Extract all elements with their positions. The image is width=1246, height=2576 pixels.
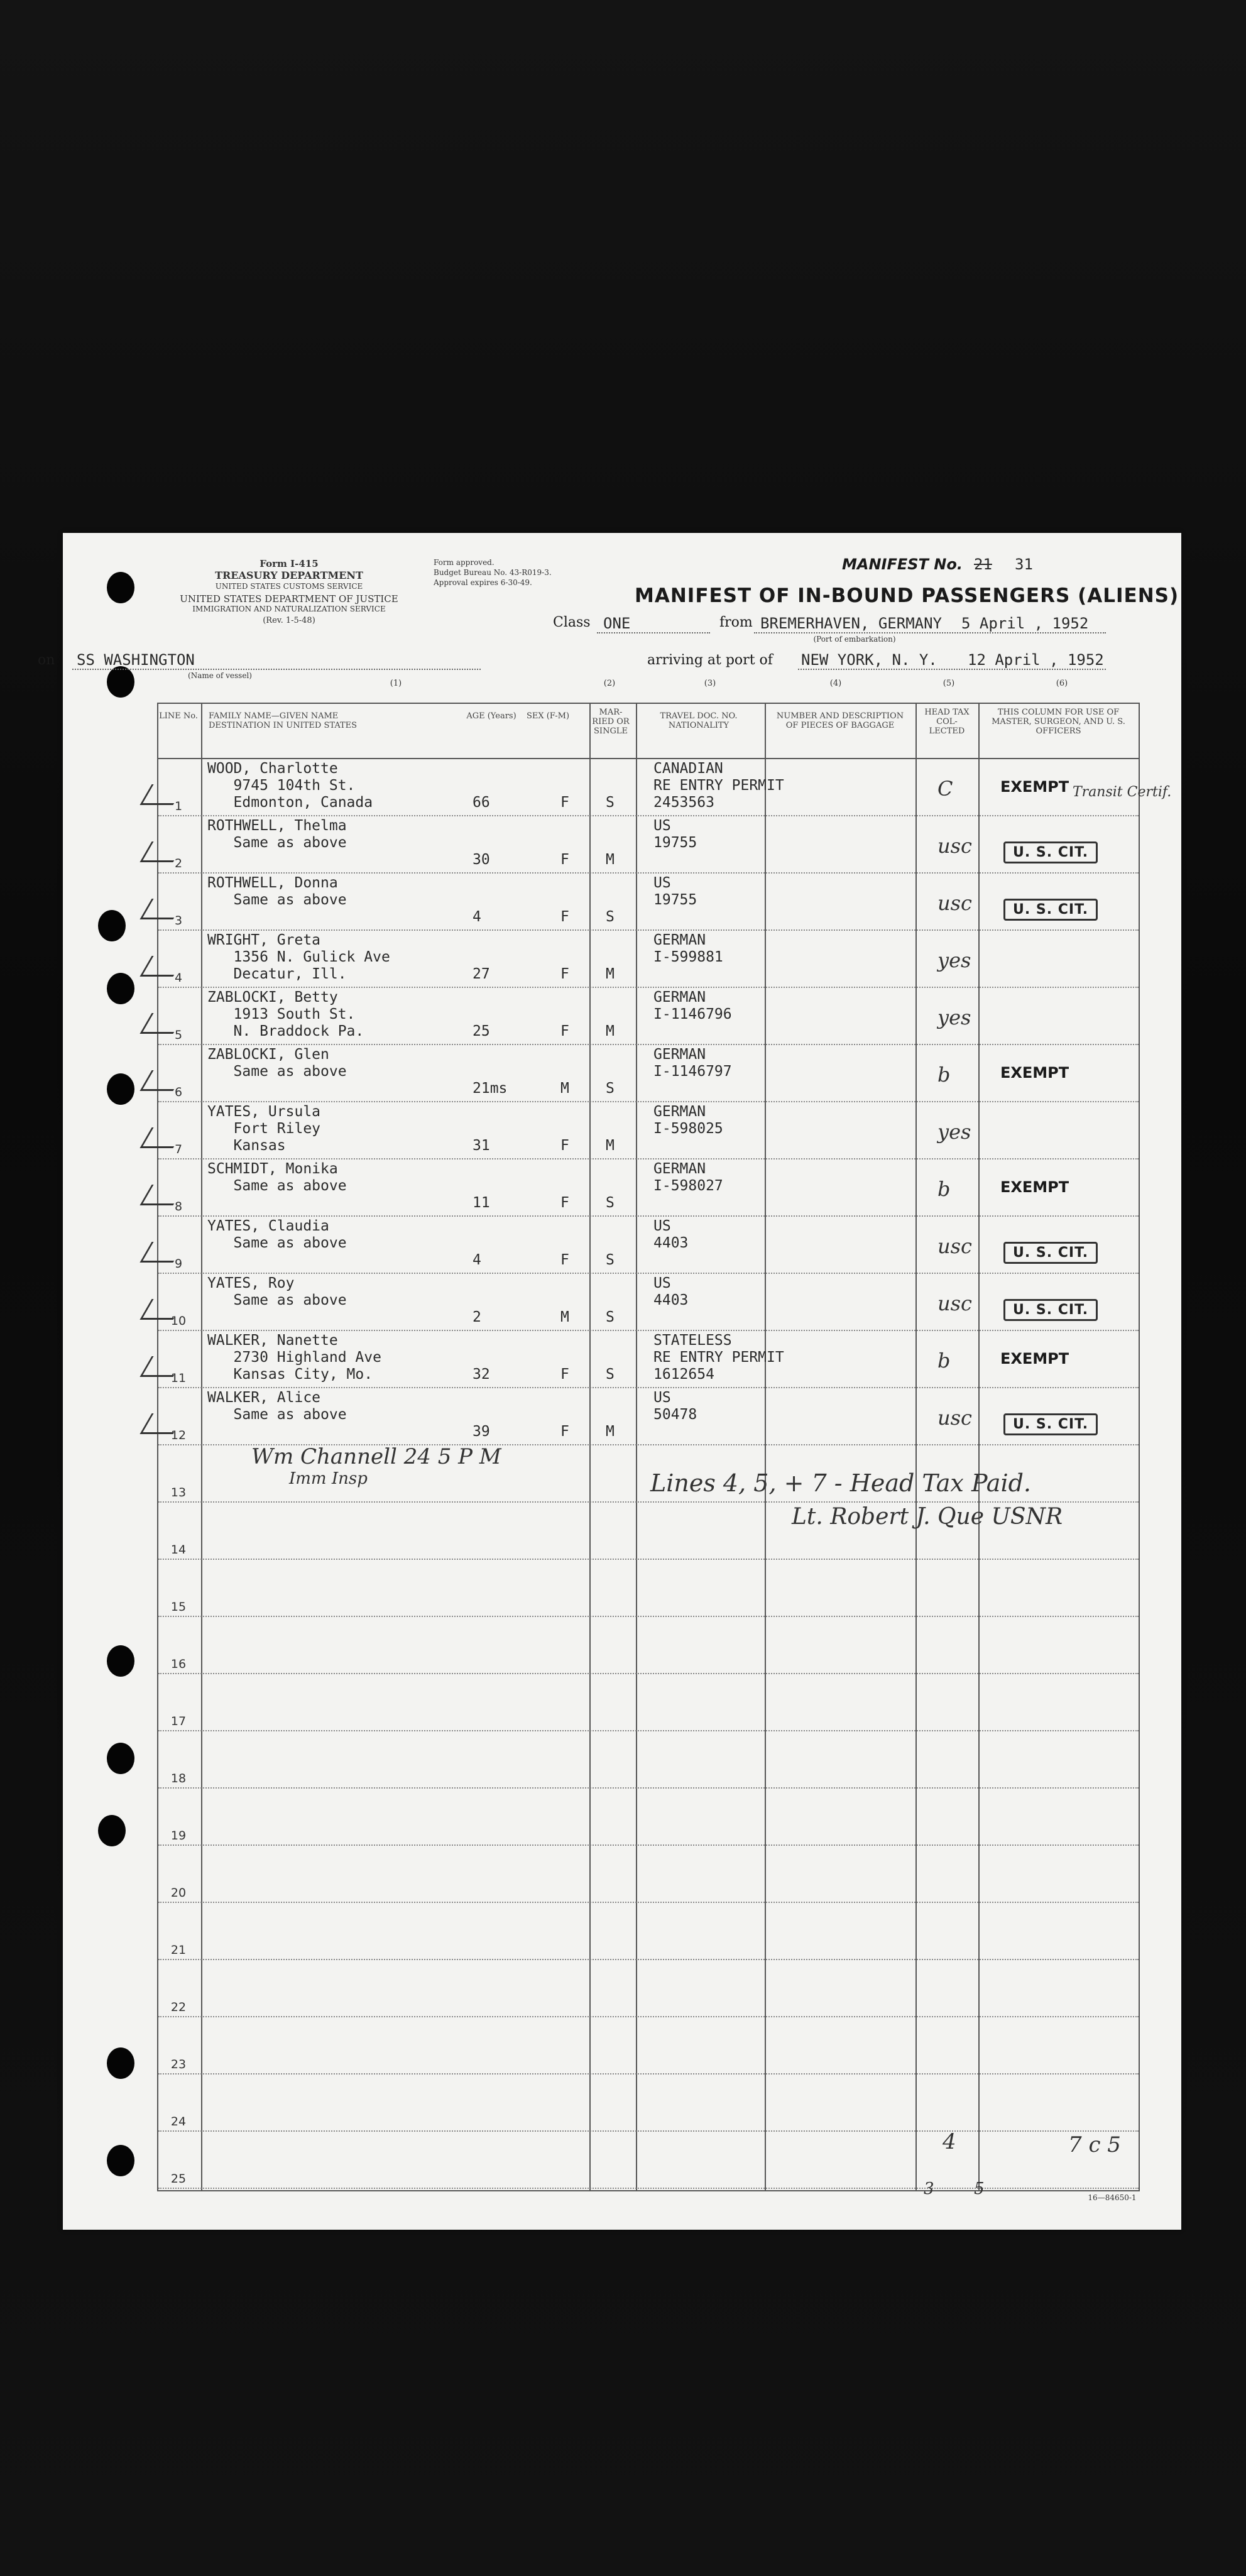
passenger-age: 39	[473, 1423, 490, 1440]
from-label: from	[719, 615, 753, 630]
line-number: 9	[174, 1257, 183, 1271]
departure-date: 5 April , 1952	[961, 615, 1089, 632]
punch-hole	[98, 910, 126, 941]
punch-hole	[107, 666, 134, 698]
marital-status: M	[606, 1023, 615, 1039]
line-number: 21	[170, 1943, 187, 1957]
passenger-age: 21ms	[473, 1080, 508, 1097]
line-number: 16	[170, 1657, 187, 1671]
officer-stamp: U. S. CIT.	[1003, 1413, 1098, 1435]
passenger-age: 4	[473, 909, 481, 925]
line-number: 5	[174, 1028, 183, 1042]
passenger-age: 30	[473, 852, 490, 868]
passenger-name: WOOD, Charlotte 9745 104th St. Edmonton, Canada	[207, 760, 373, 811]
approval-3: Approval expires 6-30-49.	[434, 578, 532, 587]
footer-code: 16—84650-1	[1088, 2193, 1137, 2202]
head-tax-mark: usc	[937, 1291, 972, 1315]
col-rule	[589, 704, 591, 2190]
passenger-sex: M	[560, 1309, 569, 1325]
row-rule	[158, 1730, 1139, 1732]
passenger-name: YATES, Ursula Fort Riley Kansas	[207, 1104, 321, 1154]
handwritten-inspector: Wm Channell 24 5 P M	[251, 1444, 501, 1469]
col-rule	[915, 704, 917, 2190]
travel-document: GERMAN I-598025	[653, 1104, 723, 1137]
officer-stamp: EXEMPT	[1000, 1178, 1069, 1196]
head-tax-mark: usc	[937, 834, 972, 858]
line-number: 6	[174, 1085, 183, 1099]
officer-stamp: EXEMPT	[1000, 1064, 1069, 1082]
marital-status: S	[606, 1195, 615, 1211]
travel-document: US 19755	[653, 818, 697, 851]
punch-hole	[98, 1815, 126, 1846]
handwritten-tax-total: 4	[943, 2129, 956, 2154]
marital-status: S	[606, 909, 615, 925]
line-number: 14	[170, 1543, 187, 1557]
on-label: on	[38, 652, 55, 668]
passenger-age: 25	[473, 1023, 490, 1039]
handwritten-signature: Lt. Robert J. Que USNR	[792, 1504, 1063, 1530]
embarkation-port: BREMERHAVEN, GERMANY	[760, 615, 942, 632]
manifest-page	[38, 533, 1181, 2230]
line-number: 13	[170, 1486, 187, 1499]
passenger-sex: F	[560, 852, 569, 868]
line-number: 22	[170, 2000, 187, 2014]
handwritten-officer-total: 7 c 5	[1068, 2132, 1121, 2157]
punch-hole	[107, 1645, 134, 1677]
vessel-caption: (Name of vessel)	[188, 671, 252, 680]
row-rule	[158, 1330, 1139, 1332]
marital-status: M	[606, 1137, 615, 1154]
marital-status: S	[606, 1366, 615, 1383]
head-tax-mark: b	[937, 1177, 951, 1201]
passenger-name: ZABLOCKI, Glen Same as above	[207, 1046, 347, 1080]
passenger-sex: F	[560, 1137, 569, 1154]
row-rule	[158, 1559, 1139, 1560]
head-tax-mark: b	[937, 1349, 951, 1373]
line-number: 25	[170, 2172, 187, 2186]
col-header-baggage: NUMBER AND DESCRIPTION OF PIECES OF BAGGAGE	[776, 711, 904, 730]
row-rule	[158, 1673, 1139, 1675]
row-rule	[158, 2016, 1139, 2018]
head-tax-mark: C	[937, 777, 953, 801]
passenger-name: YATES, Roy Same as above	[207, 1275, 347, 1308]
marital-status: S	[606, 794, 615, 811]
col-number-2: (2)	[603, 679, 616, 688]
passenger-name: ROTHWELL, Donna Same as above	[207, 875, 347, 908]
passenger-sex: F	[560, 1252, 569, 1268]
row-rule	[158, 1902, 1139, 1904]
passenger-age: 2	[473, 1309, 481, 1325]
col-header-name: FAMILY NAME—GIVEN NAME DESTINATION IN UNITED STATES	[209, 711, 358, 730]
line-number: 10	[170, 1314, 187, 1328]
col-rule	[636, 704, 637, 2190]
row-rule	[158, 2073, 1139, 2075]
head-tax-mark: b	[937, 1063, 951, 1087]
passenger-sex: M	[560, 1080, 569, 1097]
line-number: 12	[170, 1428, 187, 1442]
marital-status: M	[606, 966, 615, 982]
dept-justice: UNITED STATES DEPARTMENT OF JUSTICE	[180, 593, 398, 605]
travel-document: US 4403	[653, 1275, 689, 1308]
col-header-headtax: HEAD TAX COL-LECTED	[924, 708, 970, 736]
passenger-name: ZABLOCKI, Betty 1913 South St. N. Braddock Pa.	[207, 989, 364, 1039]
row-rule	[158, 1215, 1139, 1217]
passenger-sex: F	[560, 794, 569, 811]
line-number: 3	[174, 914, 183, 928]
head-tax-mark: usc	[937, 891, 972, 915]
handwritten-inspector-title: Imm Insp	[289, 1469, 368, 1488]
punch-hole	[107, 572, 134, 603]
row-rule	[158, 1158, 1139, 1160]
row-rule	[158, 815, 1139, 817]
passenger-name: YATES, Claudia Same as above	[207, 1218, 347, 1251]
punch-hole	[107, 2047, 134, 2079]
row-rule	[158, 1959, 1139, 1961]
passenger-sex: F	[560, 966, 569, 982]
col-rule	[978, 704, 980, 2190]
officer-stamp: U. S. CIT.	[1003, 1299, 1098, 1321]
line-number: 2	[174, 857, 183, 870]
row-rule	[158, 1501, 1139, 1503]
punch-hole	[107, 2145, 134, 2176]
travel-document: US 4403	[653, 1218, 689, 1251]
line-number: 20	[170, 1886, 187, 1900]
line-number: 24	[170, 2115, 187, 2129]
punch-hole	[107, 1073, 134, 1105]
port-caption: (Port of embarkation)	[813, 635, 896, 644]
officer-stamp: EXEMPT	[1000, 778, 1069, 796]
passenger-age: 31	[473, 1137, 490, 1154]
marital-status: S	[606, 1309, 615, 1325]
officer-note: Transit Certif.	[1073, 784, 1172, 800]
passenger-age: 66	[473, 794, 490, 811]
marital-status: M	[606, 1423, 615, 1440]
row-rule	[158, 2188, 1139, 2190]
arrival-port: NEW YORK, N. Y.	[801, 651, 937, 669]
row-rule	[158, 1387, 1139, 1389]
line-number: 19	[170, 1829, 187, 1843]
row-rule	[158, 2130, 1139, 2132]
row-rule	[158, 1044, 1139, 1046]
col-number-6: (6)	[1056, 679, 1068, 688]
from-underline	[754, 632, 1106, 634]
line-number: 15	[170, 1600, 187, 1614]
line-number: 11	[170, 1371, 187, 1385]
approval-1: Form approved.	[434, 558, 495, 567]
col-number-4: (4)	[829, 679, 842, 688]
row-rule	[158, 1273, 1139, 1274]
row-rule	[158, 1616, 1139, 1618]
punch-hole	[107, 973, 134, 1004]
travel-document: STATELESS RE ENTRY PERMIT 1612654	[653, 1332, 784, 1383]
passenger-age: 11	[473, 1195, 490, 1211]
line-number: 23	[170, 2058, 187, 2071]
officer-stamp: U. S. CIT.	[1003, 1242, 1098, 1264]
passenger-age: 32	[473, 1366, 490, 1383]
head-tax-mark: yes	[937, 1120, 971, 1144]
passenger-age: 4	[473, 1252, 481, 1268]
header-rule	[158, 758, 1139, 759]
row-rule	[158, 1844, 1139, 1846]
passenger-sex: F	[560, 1423, 569, 1440]
col-header-married: MAR-RIED OR SINGLE	[592, 708, 630, 736]
passenger-name: WRIGHT, Greta 1356 N. Gulick Ave Decatur, Ill.	[207, 932, 390, 982]
handwritten-headtax-note: Lines 4, 5, + 7 - Head Tax Paid.	[650, 1469, 1032, 1497]
travel-document: GERMAN I-1146796	[653, 989, 732, 1022]
row-rule	[158, 987, 1139, 989]
revision: (Rev. 1-5-48)	[263, 616, 315, 625]
passenger-name: WALKER, Nanette 2730 Highland Ave Kansas City, Mo.	[207, 1332, 381, 1383]
passenger-name: WALKER, Alice Same as above	[207, 1389, 347, 1423]
line-number: 7	[174, 1143, 183, 1156]
punch-hole	[107, 1743, 134, 1774]
vessel-name: SS WASHINGTON	[77, 651, 195, 669]
class-label: Class	[553, 615, 591, 630]
handwritten-under-2: 5	[974, 2179, 985, 2198]
head-tax-mark: yes	[937, 948, 971, 972]
row-rule	[158, 1787, 1139, 1789]
travel-document: GERMAN I-598027	[653, 1161, 723, 1194]
passenger-sex: F	[560, 1195, 569, 1211]
passenger-age: 27	[473, 966, 490, 982]
marital-status: S	[606, 1252, 615, 1268]
passenger-sex: F	[560, 1023, 569, 1039]
travel-document: US 19755	[653, 875, 697, 908]
col-rule	[201, 704, 202, 2190]
col-header-travel: TRAVEL DOC. NO. NATIONALITY	[660, 711, 738, 730]
form-number: Form I-415	[260, 558, 319, 569]
officer-stamp: U. S. CIT.	[1003, 841, 1098, 863]
vessel-underline	[72, 669, 481, 671]
passenger-sex: F	[560, 909, 569, 925]
line-number: 17	[170, 1714, 187, 1728]
col-number-1: (1)	[390, 679, 402, 688]
marital-status: S	[606, 1080, 615, 1097]
travel-document: GERMAN I-599881	[653, 932, 723, 965]
row-rule	[158, 1101, 1139, 1103]
col-header-line: LINE No.	[159, 711, 198, 721]
class-underline	[597, 632, 710, 634]
col-number-5: (5)	[943, 679, 955, 688]
travel-document: CANADIAN RE ENTRY PERMIT 2453563	[653, 760, 784, 811]
col-rule	[765, 704, 766, 2190]
col-header-officers: THIS COLUMN FOR USE OF MASTER, SURGEON, AND U. S. OFFICERS	[992, 708, 1125, 736]
class-value: ONE	[603, 615, 631, 632]
col-number-3: (3)	[704, 679, 716, 688]
marital-status: M	[606, 852, 615, 868]
row-rule	[158, 929, 1139, 931]
passenger-name: SCHMIDT, Monika Same as above	[207, 1161, 347, 1194]
dept-customs: UNITED STATES CUSTOMS SERVICE	[215, 582, 363, 591]
dept-treasury: TREASURY DEPARTMENT	[215, 569, 363, 581]
head-tax-mark: usc	[937, 1234, 972, 1258]
officer-stamp: U. S. CIT.	[1003, 899, 1098, 921]
officer-stamp: EXEMPT	[1000, 1350, 1069, 1367]
handwritten-under-1: 3	[924, 2179, 934, 2198]
row-rule	[158, 872, 1139, 874]
head-tax-mark: usc	[937, 1406, 972, 1430]
manifest-number-struck: 21	[974, 556, 992, 573]
arrival-date: 12 April , 1952	[968, 651, 1104, 669]
manifest-number: 31	[1015, 556, 1033, 573]
travel-document: US 50478	[653, 1389, 697, 1423]
line-number: 8	[174, 1200, 183, 1214]
dept-ins: IMMIGRATION AND NATURALIZATION SERVICE	[192, 605, 386, 613]
passenger-sex: F	[560, 1366, 569, 1383]
head-tax-mark: yes	[937, 1006, 971, 1029]
manifest-title: MANIFEST OF IN-BOUND PASSENGERS (ALIENS)	[635, 584, 1179, 607]
arriving-label: arriving at port of	[647, 652, 773, 668]
line-number: 4	[174, 971, 183, 985]
travel-document: GERMAN I-1146797	[653, 1046, 732, 1080]
line-number: 18	[170, 1772, 187, 1785]
line-number: 1	[174, 799, 183, 813]
col-header-sex: SEX (F-M)	[526, 711, 570, 721]
passenger-name: ROTHWELL, Thelma Same as above	[207, 818, 347, 851]
manifest-label: MANIFEST No.	[842, 556, 963, 573]
arrival-underline	[798, 669, 1106, 671]
col-header-age: AGE (Years)	[466, 711, 516, 721]
approval-2: Budget Bureau No. 43-R019-3.	[434, 568, 552, 577]
